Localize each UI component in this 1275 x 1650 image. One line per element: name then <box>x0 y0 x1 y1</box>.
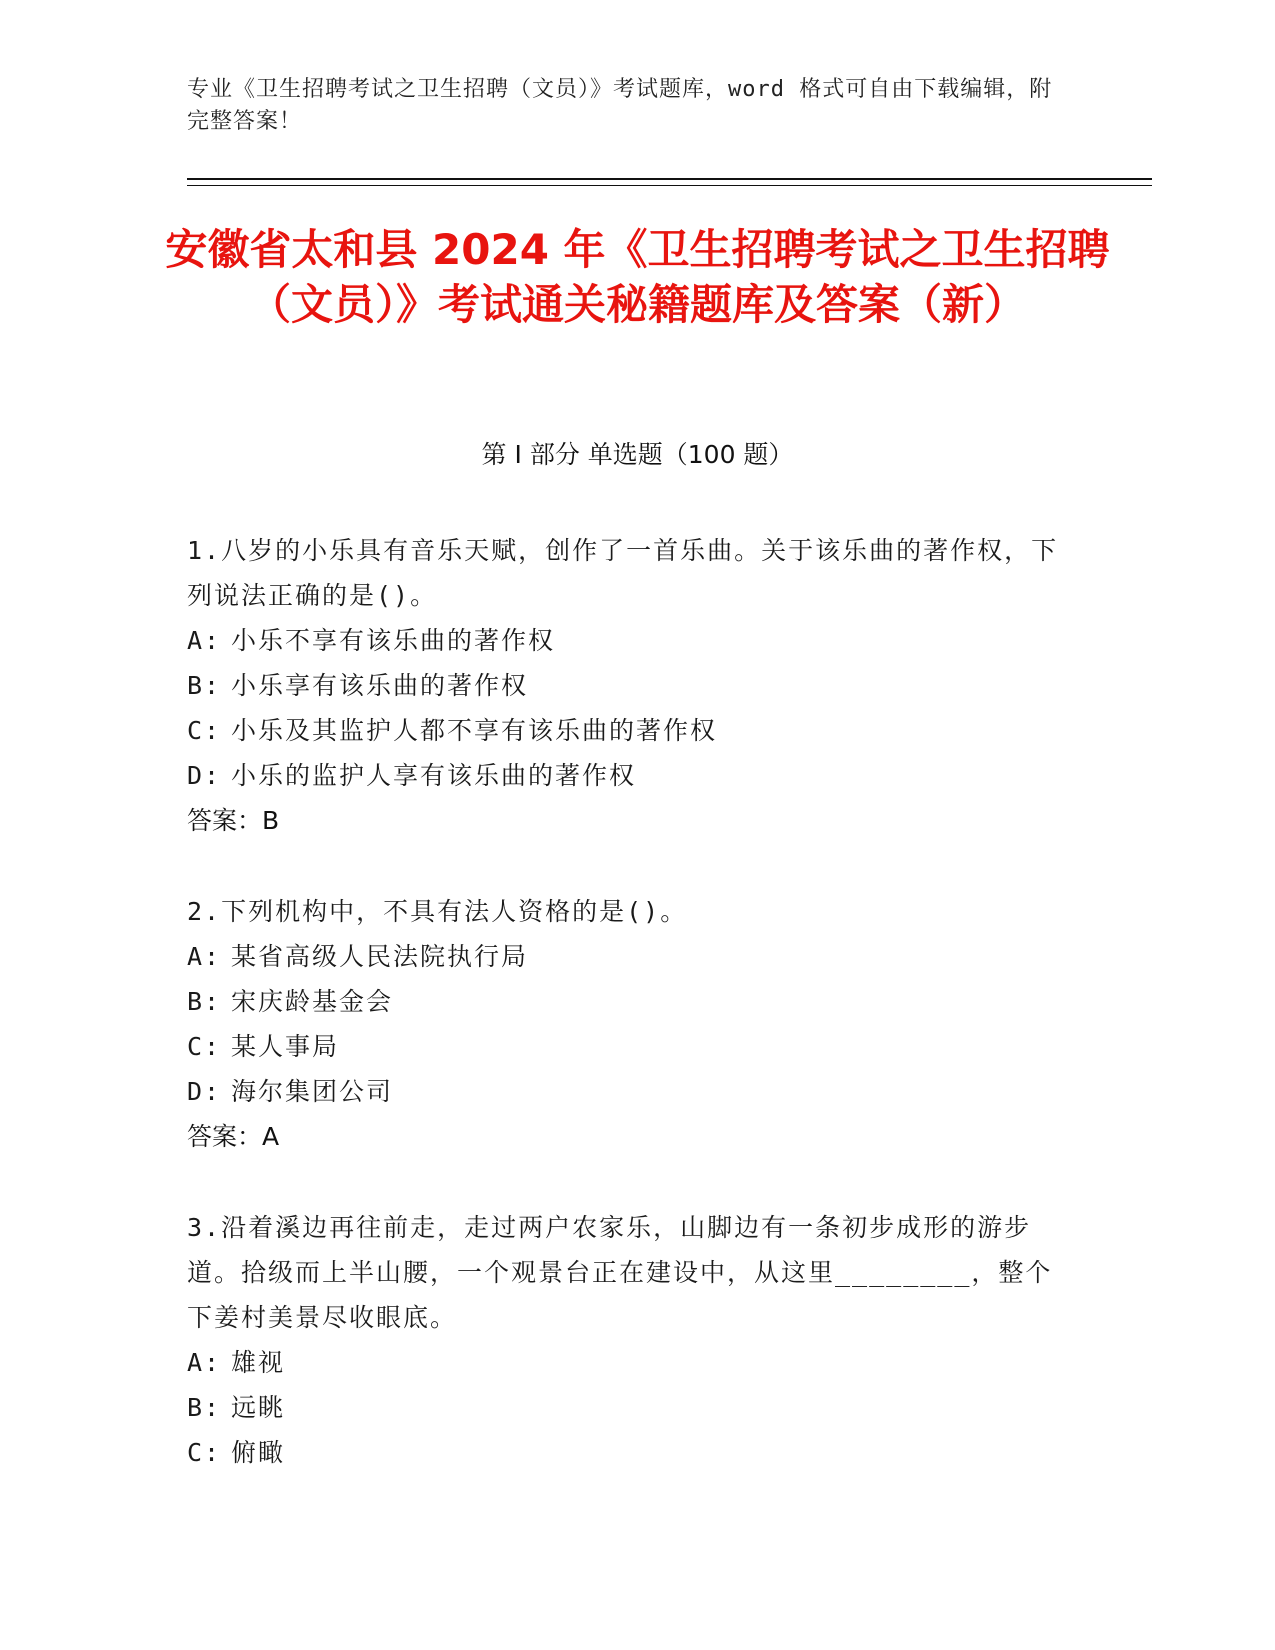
option-letter: C: <box>187 716 222 745</box>
answer-line: 答案：A <box>187 1122 280 1151</box>
option-c <box>187 708 1067 753</box>
option-text: 小乐享有该乐曲的著作权 <box>231 671 529 700</box>
question-3 <box>187 1205 1067 1475</box>
option-text: 远眺 <box>231 1393 286 1422</box>
option-b <box>187 979 1067 1024</box>
option-letter: D: <box>187 761 222 790</box>
document-title: 安徽省太和县 2024 年《卫生招聘考试之卫生招聘（文员）》考试通关秘籍题库及答案（新） <box>165 225 1110 329</box>
option-text: 某人事局 <box>231 1032 340 1061</box>
option-d <box>187 753 1067 798</box>
option-c <box>187 1024 1067 1069</box>
option-text: 小乐不享有该乐曲的著作权 <box>231 626 556 655</box>
question-stem: 1.八岁的小乐具有音乐天赋，创作了一首乐曲。关于该乐曲的著作权，下列说法正确的是()。 <box>187 536 1059 610</box>
option-letter: A: <box>187 626 222 655</box>
option-text: 小乐及其监护人都不享有该乐曲的著作权 <box>231 716 718 745</box>
header-divider <box>187 178 1152 180</box>
question-1 <box>187 528 1067 843</box>
option-text: 某省高级人民法院执行局 <box>231 942 529 971</box>
section-title: 第 I 部分 单选题（100 题） <box>481 440 794 469</box>
answer-line: 答案：B <box>187 806 280 835</box>
question-stem: 3.沿着溪边再往前走，走过两户农家乐，山脚边有一条初步成形的游步道。拾级而上半山腰，一个观景台正在建设中，从这里________，整个下姜村美景尽收眼底。 <box>187 1213 1053 1332</box>
option-b <box>187 663 1067 708</box>
question-list <box>187 528 1067 1521</box>
option-text: 雄视 <box>231 1348 286 1377</box>
option-text: 俯瞰 <box>231 1438 286 1467</box>
option-text: 宋庆龄基金会 <box>231 987 394 1016</box>
option-a <box>187 618 1067 663</box>
option-letter: A: <box>187 1348 222 1377</box>
question-2 <box>187 889 1067 1159</box>
option-c <box>187 1430 1067 1475</box>
option-letter: B: <box>187 987 222 1016</box>
option-letter: D: <box>187 1077 222 1106</box>
option-letter: B: <box>187 671 222 700</box>
option-a <box>187 1340 1067 1385</box>
header-divider-thin <box>187 185 1152 186</box>
option-d <box>187 1069 1067 1114</box>
option-letter: C: <box>187 1438 222 1467</box>
option-letter: A: <box>187 942 222 971</box>
option-letter: C: <box>187 1032 222 1061</box>
question-stem: 2.下列机构中，不具有法人资格的是()。 <box>187 897 688 926</box>
option-text: 小乐的监护人享有该乐曲的著作权 <box>231 761 637 790</box>
option-a <box>187 934 1067 979</box>
option-b <box>187 1385 1067 1430</box>
option-letter: B: <box>187 1393 222 1422</box>
header-note: 专业《卫生招聘考试之卫生招聘（文员）》考试题库，word 格式可自由下载编辑，附完整答案！ <box>187 77 1053 134</box>
option-text: 海尔集团公司 <box>231 1077 394 1106</box>
